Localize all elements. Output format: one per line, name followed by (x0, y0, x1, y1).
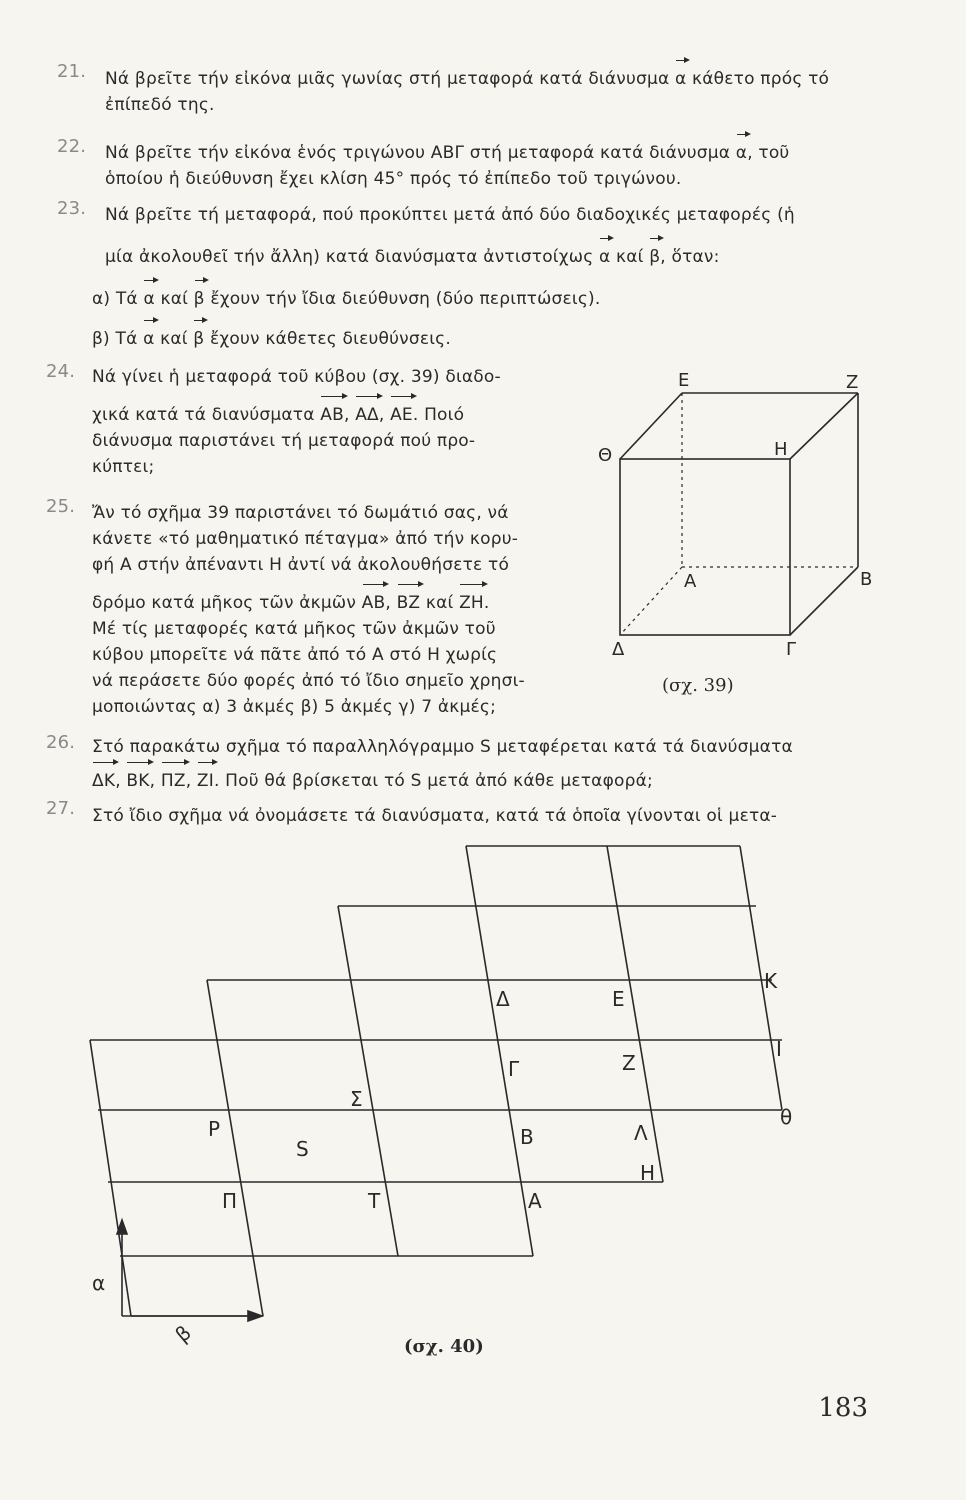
label-Sigma: Σ (350, 1087, 363, 1111)
label-E: Ε (612, 987, 625, 1011)
label-D: Δ (496, 987, 510, 1011)
label-D: Δ (612, 639, 625, 660)
text: ἔχουν τήν ἴδια διεύθυνση (δύο περιπτώσεις). (210, 289, 601, 309)
cube-edges (620, 393, 858, 635)
label-Z: Ζ (846, 372, 859, 393)
text: κάθετο πρός τό (692, 69, 830, 89)
page-number: 183 (818, 1393, 868, 1423)
exercise-number: 24. (46, 361, 76, 382)
text: Νά βρεῖτε τήν εἰκόνα μιᾶς γωνίας στή μεταφορά κατά διάνυσμα (105, 69, 670, 89)
label-H: Η (774, 439, 788, 460)
figure-40-grid (0, 830, 966, 1370)
label-P: Ρ (208, 1117, 221, 1141)
text: νά περάσετε δύο φορές ἀπό τό ἴδιο σημεῖο χρησι- (92, 671, 525, 691)
vector-alpha: α (675, 66, 686, 92)
text: α) Τά (92, 289, 138, 309)
vector-beta: β (194, 286, 205, 312)
label-B: Β (520, 1125, 534, 1149)
vector-ab: ΑΒ (362, 590, 386, 616)
text: ἐπίπεδό της. (105, 95, 215, 115)
text: χικά κατά τά διανύσματα (92, 405, 315, 425)
text: . Ποιό (412, 405, 465, 425)
label-Z: Ζ (622, 1051, 636, 1075)
book-page: 21. Νά βρεῖτε τήν εἰκόνα μιᾶς γωνίας στή μεταφορά κατά διάνυσμα α κάθετο πρός τό ἐπίπεδό της. 22. Νά βρεῖτε τήν εἰκόνα ἑνός τριγώνου ΑΒΓ στή μεταφορά κατά διάνυσμα α, τοῦ ὁποίου ἡ διεύθυνση ἔχει κλίση 45° πρός τό ἐπίπεδο τοῦ τριγώνου. 23. Νά βρεῖτε τή μεταφορά, πού προκύπτει μετά ἀπό δύο διαδοχικές μεταφορές (ἡ μία ἀκολουθεῖ τήν ἄλλη) κατά διανύσματα ἀντιστοίχως α καί β, ὅταν: α) Τά α καί β ἔχουν τήν ἴδια διεύθυνση (δύο περιπτώσεις). β) Τά α καί β ἔχουν κάθετες διευθύνσεις. 24. Νά γίνει ἡ μεταφορά τοῦ κύβου (σχ. 39) διαδο- χικά κατά τά διανύσματα ΑΒ, ΑΔ, ΑΕ. Ποιό διάνυσμα παριστάνει τή μεταφορά πού προ- κύπτει; 25. Ἄν τό σχῆμα 39 παριστάνει τό δωμάτιό σας, νά κάνετε «τό μαθηματικό πέταγμα» ἀπό τήν κορυ- φή Α στήν ἀπέναντι Η ἀντί νά ἀκολουθήσετε τό δρόμο κατά μῆκος τῶν ἀκμῶν ΑΒ, ΒΖ καί ΖΗ. Μέ τίς μεταφορές κατά μῆκος τῶν ἀκμῶν τοῦ κύβου μπορεῖτε νά πᾶτε ἀπό τό Α στό Η χωρίς νά περάσετε δύο φορές ἀπό τό ἴδιο σημεῖο χρησι- μοποιώντας α) 3 ἀκμές β) 5 ἀκμές γ) 7 ἀκμές; Ε Ζ Θ Η Α Β Δ Γ (σχ. 39) 26. Στό παρακάτω σχῆμα τό παραλληλόγραμμο S μεταφέρεται κατά τά διανύσματα ΔΚ, ΒΚ, ΠΖ, ΖΙ. Ποῦ θά βρίσκεται τό S μετά ἀπό κάθε μεταφορά; 27. Στό ἴδιο σχῆμα νά ὀνομάσετε τά διανύσματα, κατά τά ὁποῖα γίνονται οἱ μετα- Κ Ι θ Δ Ε Γ Ζ Σ Ρ S Β Λ Η Π Τ Α α β (σχ. 40) 183 (0, 0, 966, 1500)
vector-alpha: α (143, 326, 154, 352)
vector-ad: ΑΔ (355, 402, 379, 428)
cube-hidden-edges (620, 393, 858, 635)
label-I: Ι (776, 1037, 782, 1061)
figure-caption: (σχ. 40) (404, 1336, 484, 1357)
vector-alpha: α (143, 286, 154, 312)
label-K: Κ (764, 969, 778, 993)
label-B: Β (860, 569, 873, 590)
label-E: Ε (678, 370, 690, 391)
text: κάνετε «τό μαθηματικό πέταγμα» ἀπό τήν κορυ- (92, 529, 519, 549)
text: κύβου μπορεῖτε νά πᾶτε ἀπό τό Α στό Η χωρίς (92, 645, 498, 665)
exercise-number: 23. (57, 198, 87, 219)
vector-alpha: α (736, 140, 747, 166)
label-Pi: Π (222, 1189, 238, 1213)
exercise-number: 25. (46, 496, 76, 517)
label-TH: Θ (598, 445, 613, 466)
text: , τοῦ (747, 143, 790, 163)
label-H: Η (640, 1161, 656, 1185)
text: φή Α στήν ἀπέναντι Η ἀντί νά ἀκολουθήσετε τό (92, 555, 510, 575)
text: καί (160, 289, 189, 309)
label-beta: β (170, 1320, 196, 1347)
vector-beta: β (649, 244, 660, 270)
exercise-number: 26. (46, 732, 76, 753)
text: . Ποῦ θά βρίσκεται τό S μετά ἀπό κάθε μεταφορά; (213, 771, 653, 791)
text: διάνυσμα παριστάνει τή μεταφορά πού προ- (92, 431, 476, 451)
vector-dk: ΔΚ (92, 768, 115, 794)
vector-ae: ΑΕ (390, 402, 413, 428)
text: Στό ἴδιο σχῆμα νά ὀνομάσετε τά διανύσματα, κατά τά ὁποῖα γίνονται οἱ μετα- (92, 806, 778, 826)
vector-zi: ΖΙ (197, 768, 214, 794)
text: Ἄν τό σχῆμα 39 παριστάνει τό δωμάτιό σας, νά (92, 503, 509, 523)
vector-ab: ΑΒ (320, 402, 344, 428)
label-TH: θ (780, 1105, 793, 1129)
vector-bz: ΒΖ (397, 590, 421, 616)
text: β) Τά (92, 329, 138, 349)
text: ἔχουν κάθετες διευθύνσεις. (209, 329, 451, 349)
text: Μέ τίς μεταφορές κατά μῆκος τῶν ἀκμῶν τοῦ (92, 619, 496, 639)
label-A: Α (684, 571, 697, 592)
text: Νά γίνει ἡ μεταφορά τοῦ κύβου (σχ. 39) διαδο- (92, 367, 501, 387)
label-alpha: α (92, 1271, 106, 1295)
label-A: Α (528, 1189, 542, 1213)
exercise-number: 22. (57, 136, 87, 157)
label-G: Γ (786, 639, 797, 660)
grid-lines (90, 846, 782, 1316)
text: Νά βρεῖτε τήν εἰκόνα ἑνός τριγώνου ΑΒΓ στή μεταφορά κατά διάνυσμα (105, 143, 731, 163)
text: καί (616, 247, 644, 267)
text: ὁποίου ἡ διεύθυνση ἔχει κλίση 45° πρός τό ἐπίπεδο τοῦ τριγώνου. (105, 169, 682, 189)
label-L: Λ (634, 1121, 648, 1145)
text: Νά βρεῖτε τή μεταφορά, πού προκύπτει μετά ἀπό δύο διαδοχικές μεταφορές (ἡ (105, 205, 795, 225)
text: μοποιώντας α) 3 ἀκμές β) 5 ἀκμές γ) 7 ἀκμές; (92, 697, 497, 717)
vector-pz: ΠΖ (161, 768, 186, 794)
exercise-number: 21. (57, 61, 87, 82)
text: κύπτει; (92, 457, 155, 477)
vector-alpha: α (599, 244, 610, 270)
text: μία ἀκολουθεῖ τήν ἄλλη) κατά διανύσματα ἀντιστοίχως (105, 247, 594, 267)
text: καί (425, 593, 454, 613)
text: , ὅταν: (660, 247, 720, 267)
label-S: S (296, 1137, 309, 1161)
text: Στό παρακάτω σχῆμα τό παραλληλόγραμμο S μεταφέρεται κατά τά διανύσματα (92, 737, 793, 757)
label-G: Γ (508, 1057, 520, 1081)
exercise-number: 27. (46, 798, 76, 819)
vector-beta: β (193, 326, 204, 352)
vector-zh: ΖΗ (459, 590, 484, 616)
vector-bk: ΒΚ (126, 768, 149, 794)
text: καί (160, 329, 188, 349)
vector-arrows (117, 1220, 262, 1321)
text: δρόμο κατά μῆκος τῶν ἀκμῶν (92, 593, 357, 613)
figure-caption: (σχ. 39) (662, 675, 734, 696)
label-T: Τ (368, 1189, 381, 1213)
figure-39-cube (590, 365, 890, 705)
